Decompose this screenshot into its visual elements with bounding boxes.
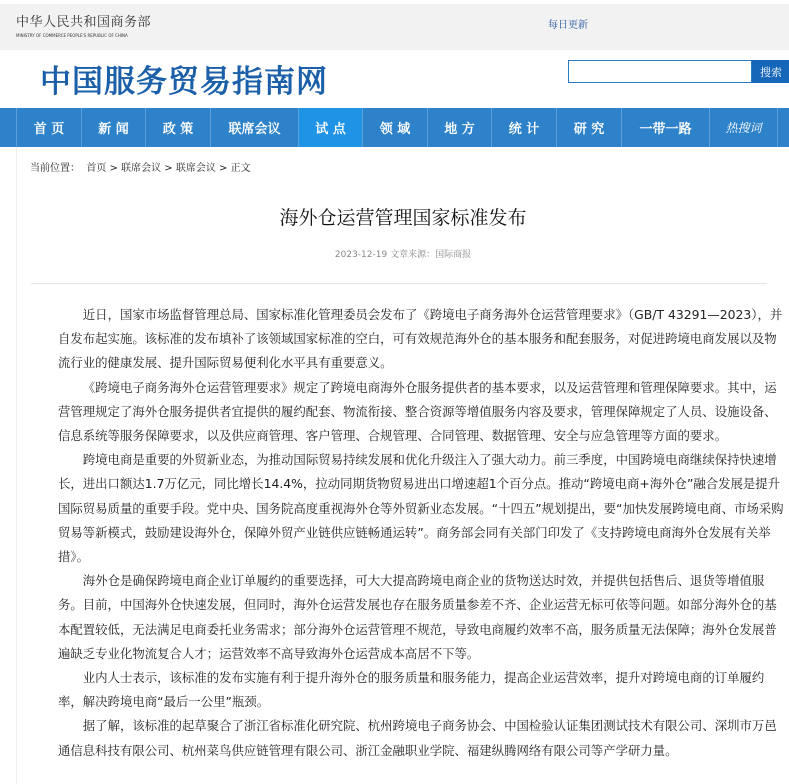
breadcrumb-joint-meeting[interactable]: 联席会议 [121,163,162,174]
nav-pilot[interactable]: 试 点 [298,108,362,147]
breadcrumb [30,159,251,174]
nav-field[interactable]: 领 域 [362,108,427,147]
nav-policy[interactable]: 政 策 [145,108,210,147]
article-title: 海外仓运营管理国家标准发布 [279,207,527,229]
main-nav [0,108,789,147]
breadcrumb-sep: > [215,163,231,174]
article-date: 2023-12-19 [334,250,388,260]
paragraph: 海外仓是确保跨境电商企业订单履约的重要选择，可大大提高跨境电商企业的货物送达时效，并提供包括售后、退货等增值服务。目前，中国海外仓快速发展，但同时，海外仓运营发展也存在服务质量参差不齐、企业运营无标可依等问题。如部分海外仓的基本配置较低，无法满足电商委托业务需求；部分海外仓运营管理不规范，导致电商履约效率不高，服务质量无法保障；海外仓发展普遍缺乏专业化物流复合人才；运营效率不高导致海外仓运营成本高居不下等。 [58,573,777,661]
search-button[interactable]: 搜索 [752,60,789,83]
search-input[interactable] [568,60,752,83]
site-logo[interactable]: 中国服务贸易指南网 [40,64,328,100]
nav-research[interactable]: 研 究 [556,108,621,147]
paragraph: 《跨境电子商务海外仓运营管理要求》规定了跨境电商海外仓服务提供者的基本要求，以及运营管理和管理保障要求。其中，运营管理规定了海外仓服务提供者宜提供的履约配套、物流衔接、整合资源等增值服务内容及要求，管理保障规定了人员、设施设备、信息系统等服务保障要求，以及供应商管理、客户管理、合规管理、合同管理、数据管理、安全与应急管理等方面的要求。 [58,379,777,444]
paragraph: 近日，国家市场监督管理总局、国家标准化管理委员会发布了《跨境电子商务海外仓运营管理要求》（GB/T 43291—2023），并自发布起实施。该标准的发布填补了该领域国家标准的空白，可有效规范海外仓的基本服务和配套服务，对促进跨境电商发展以及物流行业的健康发展、提升国际贸易便利化水平具有重要意义。 [58,307,783,371]
article-body [58,303,784,763]
top-bar [0,0,789,50]
breadcrumb-label: 当前位置： [30,163,80,174]
nav-joint-meeting[interactable]: 联席会议 [210,108,298,147]
divider [31,283,767,284]
nav-local[interactable]: 地 方 [427,108,491,147]
article-container [16,147,789,784]
daily-update-link[interactable]: 每日更新 [548,20,588,31]
breadcrumb-joint-meeting-2[interactable]: 联席会议 [175,163,216,174]
paragraph: 据了解，该标准的起草聚合了浙江省标准化研究院、杭州跨境电子商务协会、中国检验认证集团测试技术有限公司、深圳市万邑通信息科技有限公司、杭州菜鸟供应链管理有限公司、浙江金融职业学院、福建纵腾网络有限公司等产学研力量。 [58,718,777,758]
search-bar [568,60,789,83]
paragraph: 业内人士表示，该标准的发布实施有利于提升海外仓的服务质量和服务能力，提高企业运营效率，提升对跨境电商的订单履约率，解决跨境电商“最后一公里”瓶颈。 [58,670,765,710]
ministry-logo[interactable] [16,11,151,38]
breadcrumb-current: 正文 [230,163,251,174]
nav-stats[interactable]: 统 计 [491,108,556,147]
nav-news[interactable]: 新 闻 [81,108,145,147]
article-meta [17,247,789,260]
breadcrumb-sep: > [161,163,176,174]
paragraph: 跨境电商是重要的外贸新业态，为推动国际贸易持续发展和优化升级注入了强大动力。前三季度，中国跨境电商继续保持快速增长，进出口额达1.7万亿元，同比增长14.4%，拉动同期货物贸易进出口增速超1个百分点。推动“跨境电商+海外仓”融合发展是提升国际贸易质量的重要手段。党中央、国务院高度重视海外仓等外贸新业态发展。“十四五”规划提出，要“加快发展跨境电商、市场采购贸易等新模式，鼓励建设海外仓，保障外贸产业链供应链畅通运转”。商务部会同有关部门印发了《支持跨境电商海外仓发展有关举措》。 [58,452,784,565]
breadcrumb-sep: > [106,163,122,174]
ministry-name: 中华人民共和国商务部 [16,15,152,30]
ministry-name-en: MINISTRY OF COMMERCE PEOPLE'S REPUBLIC OF CHINA [16,33,128,38]
nav-home[interactable]: 首 页 [16,108,81,147]
source-label: 文章来源： [390,250,436,260]
nav-belt-road[interactable]: 一带一路 [621,108,709,147]
nav-hot-search[interactable]: 热搜词 [709,108,778,147]
breadcrumb-home[interactable]: 首页 [86,163,107,174]
article-source: 国际商报 [435,250,472,260]
